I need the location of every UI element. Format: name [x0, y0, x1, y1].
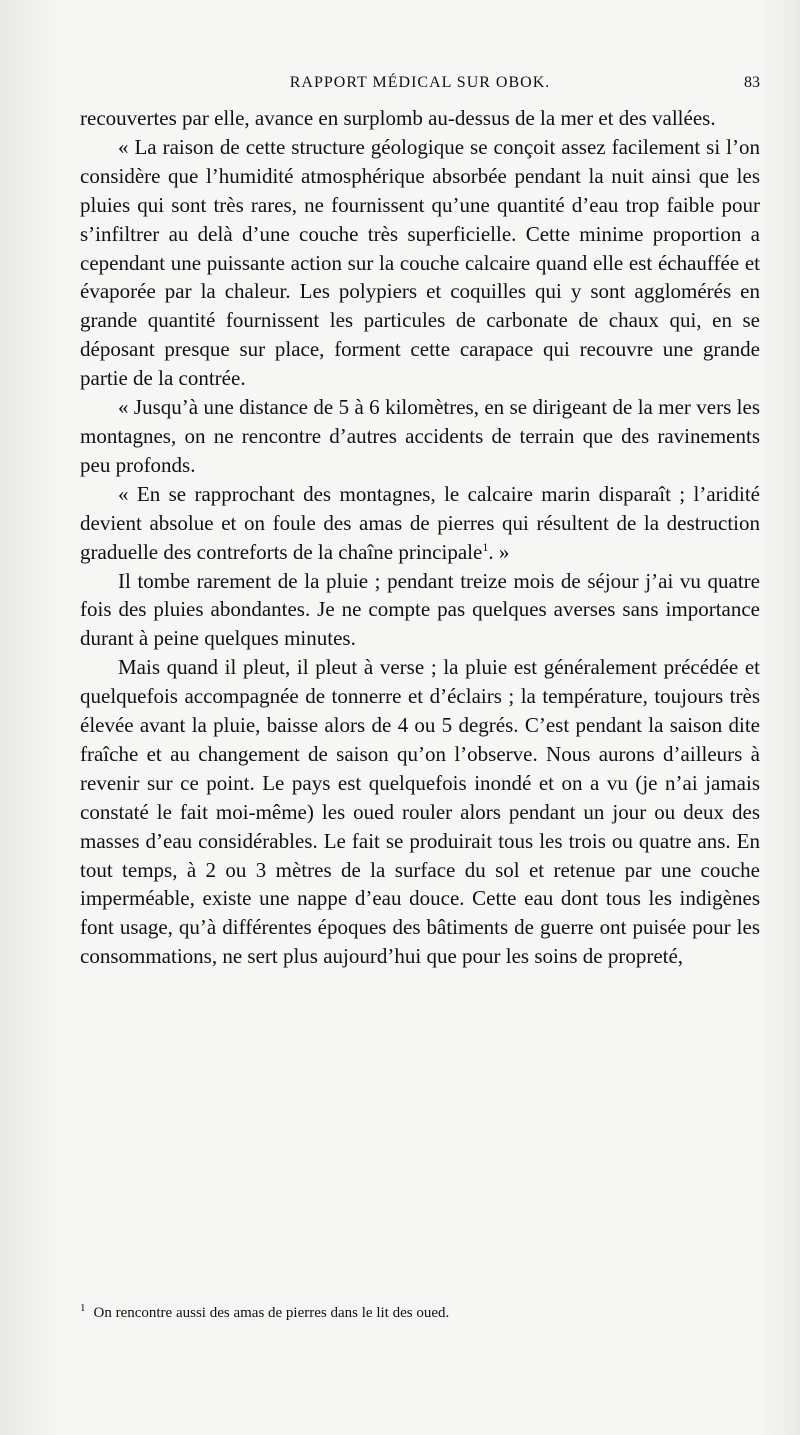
footnote-reference: 1: [482, 539, 489, 554]
footnote-marker: 1: [80, 1302, 86, 1314]
paragraph-4-end: . »: [488, 539, 510, 564]
page-header: [80, 72, 760, 100]
page-number: 83: [744, 74, 760, 91]
paragraph-5: Il tombe rarement de la pluie ; pendant treize mois de séjour j’ai vu quatre fois des pluies abondantes. Je ne compte pas quelques averses sans importance durant à peine quelques minutes.: [80, 568, 760, 651]
footnote: [80, 1298, 760, 1323]
running-title: RAPPORT MÉDICAL SUR OBOK.: [289, 74, 551, 91]
paragraph-4-text: « En se rapprochant des montagnes, le calcaire marin disparaît ; l’aridité devient absolue et on foule des amas de pierres qui résultent de la destruction graduelle des contreforts de la chaîne principale: [80, 481, 760, 564]
footnote-text: On rencontre aussi des amas de pierres dans le lit des oued.: [93, 1305, 450, 1321]
paragraph-6: Mais quand il pleut, il pleut à verse ; la pluie est généralement précédée et quelquefois accompagnée de tonnerre et d’éclairs ; la température, toujours très élevée avant la pluie, baisse alors de 4 ou 5 degrés. C’est pendant la saison dite fraîche et au changement de saison qu’on l’observe. Nous aurons d’ailleurs à revenir sur ce point. Le pays est quelquefois inondé et on a vu (je n’ai jamais constaté le fait moi-même) les oued rouler alors pendant un jour ou deux des masses d’eau considérables. Le fait se produirait tous les trois ou quatre ans. En tout temps, à 2 ou 3 mètres de la surface du sol et retenue par une couche imperméable, existe une nappe d’eau douce. Cette eau dont tous les indigènes font usage, qu’à différentes époques des bâtiments de guerre ont puisée pour les consommations, ne sert plus aujourd’hui que pour les soins de propreté,: [80, 655, 760, 969]
body-text: [80, 104, 760, 971]
paragraph-4: [80, 480, 760, 567]
paragraph-1: recouvertes par elle, avance en surplomb au-dessus de la mer et des vallées.: [80, 106, 716, 130]
paragraph-3: « Jusqu’à une distance de 5 à 6 kilomètres, en se dirigeant de la mer vers les montagnes, on ne rencontre d’autres accidents de terrain que des ravinements peu profonds.: [80, 395, 760, 477]
paragraph-2: « La raison de cette structure géologique se conçoit assez facilement si l’on considère que l’humidité atmosphérique absorbée pendant la nuit ainsi que les pluies qui sont très rares, ne fournissent qu’une quantité d’eau trop faible pour s’infiltrer au delà d’une couche très superficielle. Cette minime proportion a cependant une puissante action sur la couche calcaire quand elle est échauffée et évaporée par la chaleur. Les polypiers et coquilles qui y sont agglomérés en grande quantité fournissent les particules de carbonate de chaux qui, en se déposant presque sur place, forment cette carapace qui recouvre une grande partie de la contrée.: [80, 134, 760, 391]
